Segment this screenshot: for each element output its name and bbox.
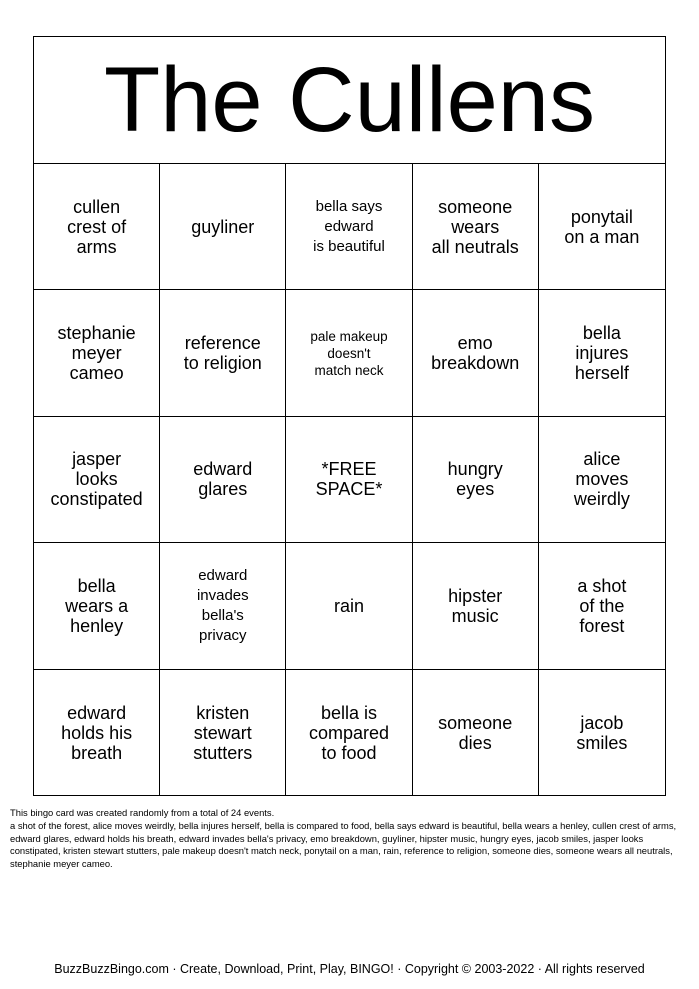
bingo-cell: alice moves weirdly [539, 417, 665, 543]
bingo-cell: edward holds his breath [34, 670, 160, 796]
card-notes [10, 807, 690, 871]
bingo-cell: someone wears all neutrals [413, 164, 539, 290]
notes-event-list: a shot of the forest, alice moves weirdly, bella injures herself, bella is compared to food, bella says edward is beautiful, bella wears a henley, cullen crest of arms, edward glares, edward holds his breath, edward invades bella's privacy, emo breakdown, guyliner, hipster music, hungry eyes, jacob smiles, jasper looks constipated, kristen stewart stutters, pale makeup doesn't match neck, ponytail on a man, rain, reference to religion, someone dies, someone wears all neutrals, stephanie meyer cameo. [10, 819, 677, 870]
page-footer: BuzzBuzzBingo.com · Create, Download, Print, Play, BINGO! · Copyright © 2003-2022 · All rights reserved [54, 962, 645, 976]
bingo-cell: cullen crest of arms [34, 164, 160, 290]
bingo-cell: rain [286, 543, 412, 669]
bingo-cell: edward invades bella's privacy [160, 543, 286, 669]
free-space-cell: *FREE SPACE* [286, 417, 412, 543]
bingo-cell: kristen stewart stutters [160, 670, 286, 796]
bingo-cell: stephanie meyer cameo [34, 290, 160, 416]
bingo-cell: bella says edward is beautiful [286, 164, 412, 290]
bingo-cell: bella wears a henley [34, 543, 160, 669]
bingo-cell: jacob smiles [576, 712, 628, 753]
bingo-cell: bella is compared to food [286, 670, 412, 796]
bingo-cell: guyliner [160, 164, 286, 290]
bingo-cell: jasper looks constipated [34, 417, 160, 543]
bingo-cell: pale makeup doesn't match neck [286, 290, 412, 416]
bingo-card [33, 36, 666, 796]
bingo-cell: hipster music [413, 543, 539, 669]
bingo-cell: a shot of the forest [539, 543, 665, 669]
bingo-cell: hungry eyes [413, 417, 539, 543]
bingo-cell: reference to religion [160, 290, 286, 416]
bingo-cell: edward glares [160, 417, 286, 543]
bingo-cell: someone dies [413, 670, 539, 796]
bingo-cell: ponytail on a man [539, 164, 665, 290]
bingo-grid [34, 164, 665, 796]
card-title: The Cullens [34, 37, 665, 164]
bingo-cell: bella injures herself [539, 290, 665, 416]
notes-intro: This bingo card was created randomly from a total of 24 events. [10, 807, 275, 818]
bingo-cell: emo breakdown [413, 290, 539, 416]
